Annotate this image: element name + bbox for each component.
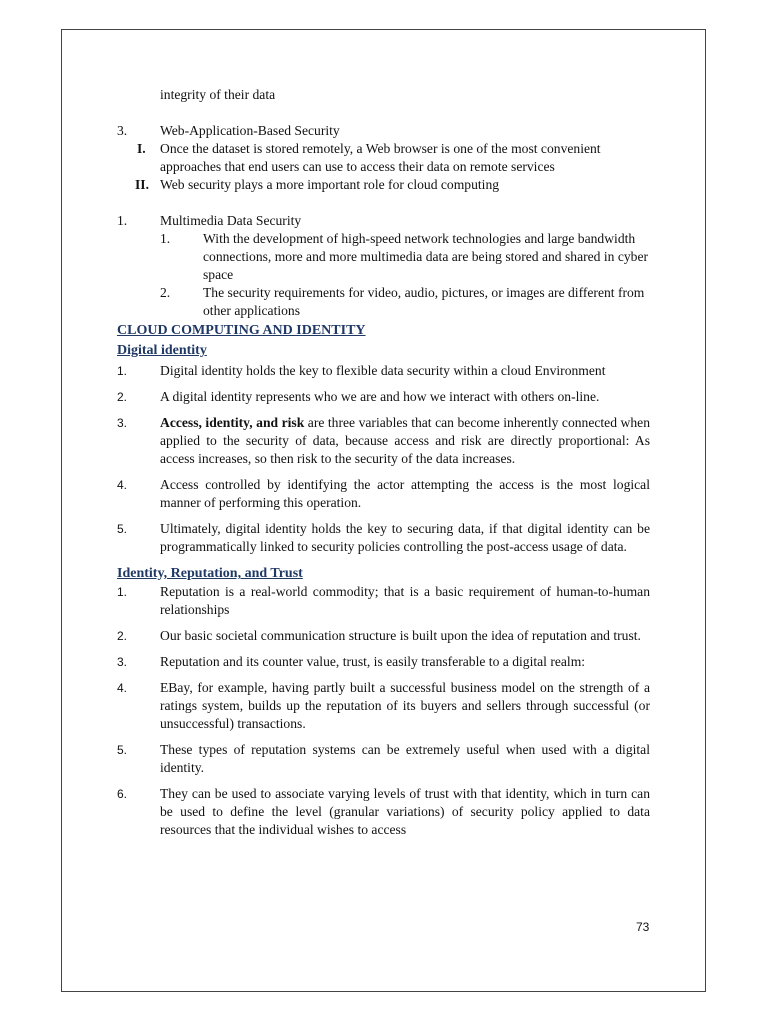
list-item-text: These types of reputation systems can be extremely useful when used with a digital identity. — [160, 742, 650, 775]
list-item-text: Our basic societal communication structure is built upon the idea of reputation and trust. — [160, 628, 641, 643]
list-item-text: A digital identity represents who we are and how we interact with others on-line. — [160, 389, 600, 404]
list-number: 3. — [117, 655, 128, 669]
heading-reputation: Identity, Reputation, and Trust — [117, 566, 303, 581]
list-item — [117, 362, 650, 380]
list-item — [117, 388, 650, 406]
list-item — [117, 785, 650, 839]
page-number: 73 — [636, 920, 650, 934]
sub-item-text: Once the dataset is stored remotely, a Web browser is one of the most convenient approaches that end users can use to access their data on remote services — [160, 141, 601, 174]
list-item — [117, 476, 650, 512]
list-item-web-app — [117, 122, 650, 140]
list-number: 1. — [117, 213, 128, 228]
continuation-text — [117, 86, 650, 104]
sub-item-number: 2. — [160, 285, 171, 300]
sub-item-number: 1. — [160, 231, 171, 246]
list-item-text: Reputation and its counter value, trust, is easily transferable to a digital realm: — [160, 654, 586, 669]
continuation-line: integrity of their data — [160, 87, 276, 102]
roman-number: II. — [135, 177, 149, 192]
list-item — [117, 414, 650, 468]
list-number: 5. — [117, 522, 128, 536]
list-number: 1. — [117, 364, 128, 378]
section-title: Multimedia Data Security — [160, 213, 302, 228]
list-item-text: EBay, for example, having partly built a successful business model on the strength of a ratings system, builds up the reputation of its buyers and sellers through successful (or unsuccessful) transactions. — [160, 680, 650, 731]
list-item-text: They can be used to associate varying levels of trust with that identity, which in turn can be used to define the level (granular variations) of security policy applied to data resources that the individual wishes to access — [160, 786, 650, 837]
sub-item — [117, 284, 650, 320]
list-number: 2. — [117, 629, 128, 643]
list-number: 2. — [117, 390, 128, 404]
sub-item-text: Web security plays a more important role for cloud computing — [160, 177, 500, 192]
list-item-text: are three variables that can become inherently connected when applied to the security of data, because access and risk are directly proportional: As access increases, so then risk to the security of the data increases. — [160, 415, 650, 466]
list-item-text: Access controlled by identifying the actor attempting the access is the most logical manner of performing this operation. — [160, 477, 650, 510]
sub-item — [117, 230, 650, 284]
list-item-multimedia — [117, 212, 650, 230]
list-item — [117, 741, 650, 777]
list-item — [117, 583, 650, 619]
list-item — [117, 520, 650, 556]
list-item-text: Digital identity holds the key to flexible data security within a cloud Environment — [160, 363, 606, 378]
list-number: 1. — [117, 585, 128, 599]
section-title: Web-Application-Based Security — [160, 123, 340, 138]
sub-item-text: The security requirements for video, audio, pictures, or images are different from other applications — [203, 285, 645, 318]
document-content — [117, 86, 650, 839]
heading-cloud-identity: CLOUD COMPUTING AND IDENTITY — [117, 323, 366, 338]
list-number: 3. — [117, 416, 128, 430]
list-item — [117, 679, 650, 733]
bold-term: Access, identity, and risk — [160, 415, 305, 430]
list-item — [117, 653, 650, 671]
list-number: 5. — [117, 743, 128, 757]
list-item — [117, 627, 650, 645]
list-number: 6. — [117, 787, 128, 801]
roman-number: I. — [137, 141, 146, 156]
list-item-text: Reputation is a real-world commodity; that is a basic requirement of human-to-human relationships — [160, 584, 650, 617]
list-number: 4. — [117, 681, 128, 695]
sub-item — [117, 140, 650, 176]
list-item-text: Ultimately, digital identity holds the key to securing data, if that digital identity can be programmatically linked to security policies controlling the post-access usage of data. — [160, 521, 650, 554]
sub-item-text: With the development of high-speed network technologies and large bandwidth connections, more and more multimedia data are being stored and shared in cyber space — [203, 231, 649, 282]
heading-digital-identity: Digital identity — [117, 343, 207, 358]
list-number: 3. — [117, 123, 128, 138]
sub-item — [117, 176, 650, 194]
list-number: 4. — [117, 478, 128, 492]
